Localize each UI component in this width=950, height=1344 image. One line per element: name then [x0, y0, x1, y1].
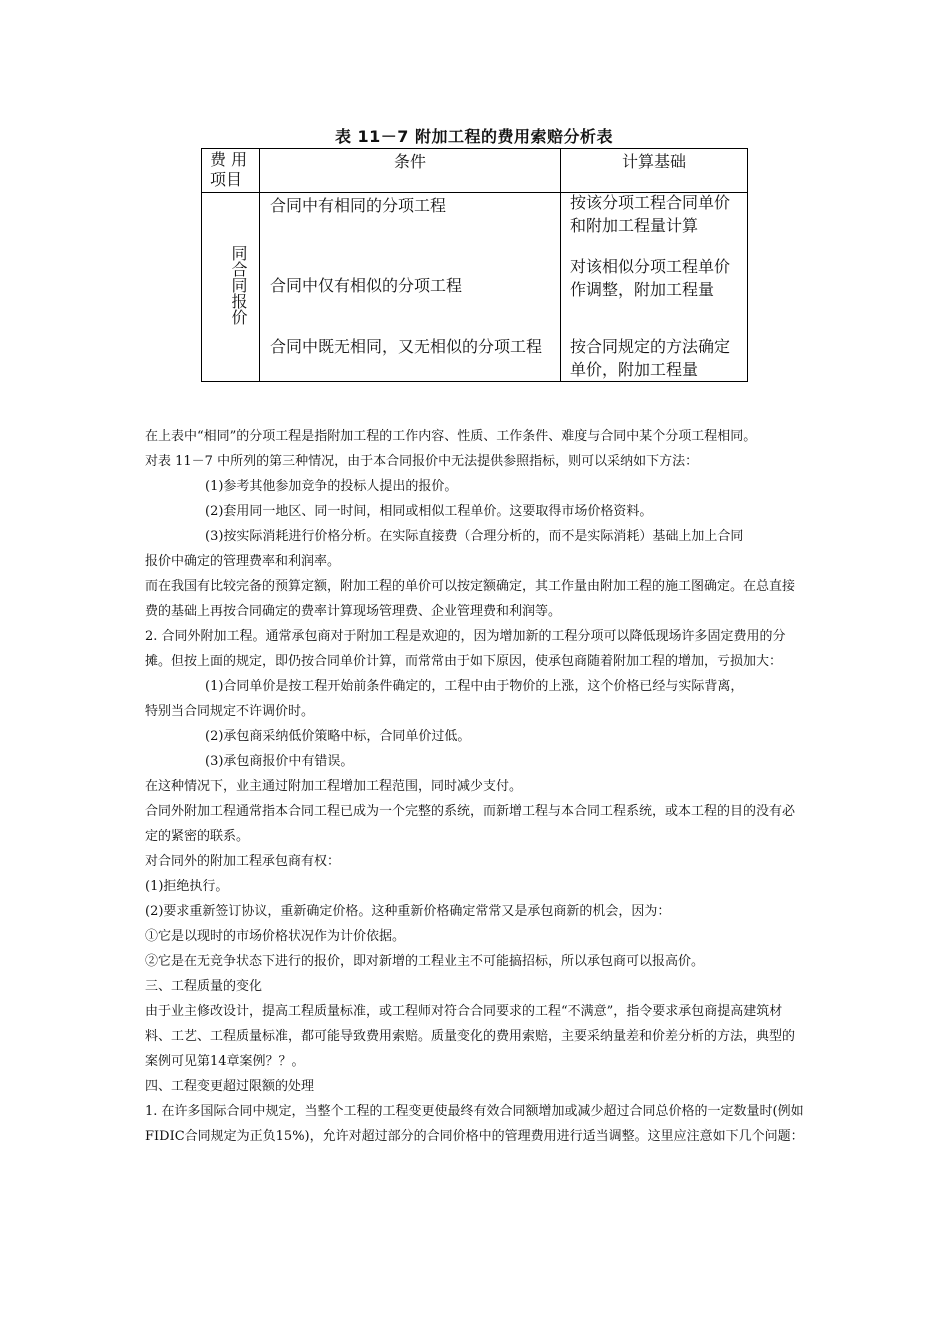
paragraph: ②它是在无竞争状态下进行的报价，即对新增的工程业主不可能搞招标，所以承包商可以报高价。 [145, 954, 705, 969]
paragraph: 在上表中“相同”的分项工程是指附加工程的工作内容、性质、工作条件、难度与合同中某个分项工程相同。 [145, 429, 757, 444]
claims-analysis-table [201, 148, 748, 382]
condition-row-1: 合同中有相同的分项工程 [270, 196, 447, 215]
basis-row-1-line2: 和附加工程量计算 [570, 216, 699, 235]
paragraph: 而在我国有比较完备的预算定额，附加工程的单价可以按定额确定，其工作量由附加工程的施工图确定。在总直接费的基础上再按合同确定的费率计算现场管理费、企业管理费和利润等。 [145, 579, 796, 619]
paragraph: (1)合同单价是按工程开始前条件确定的，工程中由于物价的上涨，这个价格已经与实际背离， [205, 679, 744, 694]
basis-row-3-line2: 单价，附加工程量 [570, 360, 699, 379]
header-cost-line2: 项目 [210, 170, 243, 189]
paragraph: 对表 11－7 中所列的第三种情况，由于本合同报价中无法提供参照指标，则可以采纳如下方法： [145, 454, 699, 469]
section-heading: 四、工程变更超过限额的处理 [145, 1079, 315, 1094]
paragraph: 合同外附加工程通常指本合同工程已成为一个完整的系统，而新增工程与本合同工程系统，或本工程的目的没有必定的紧密的联系。 [145, 804, 796, 844]
paragraph: (3)按实际消耗进行价格分析。在实际直接费（合理分析的，而不是实际消耗）基础上加上合同 [205, 529, 744, 544]
paragraph: (2)套用同一地区、同一时间，相同或相似工程单价。这要取得市场价格资料。 [205, 504, 653, 519]
paragraph: ①它是以现时的市场价格状况作为计价依据。 [145, 929, 406, 944]
table-caption: 表 11－7 附加工程的费用索赔分析表 [334, 127, 614, 146]
paragraph: (2)承包商采纳低价策略中标，合同单价过低。 [205, 729, 471, 744]
paragraph: (1)拒绝执行。 [145, 879, 229, 894]
paragraph: 2. 合同外附加工程。通常承包商对于附加工程是欢迎的，因为增加新的工程分项可以降低现场许多固定费用的分摊。但按上面的规定，即仍按合同单价计算，而常常由于如下原因，使承包商随着附加工程的增加，亏损加大： [145, 629, 786, 669]
section-heading: 三、工程质量的变化 [145, 979, 263, 994]
paragraph: 报价中确定的管理费率和利润率。 [145, 554, 341, 569]
paragraph: 在这种情况下，业主通过附加工程增加工程范围，同时减少支付。 [145, 779, 523, 794]
basis-row-2-line2: 作调整，附加工程量 [570, 280, 715, 299]
document-body [145, 424, 807, 1149]
basis-row-2 [570, 255, 730, 301]
paragraph: (3)承包商报价中有错误。 [205, 754, 354, 769]
header-cost-line1: 费 用 [210, 150, 248, 169]
paragraph: 特别当合同规定不许调价时。 [145, 704, 315, 719]
header-calc-basis: 计算基础 [561, 149, 748, 193]
condition-row-3: 合同中既无相同，又无相似的分项工程 [270, 337, 543, 356]
paragraph: 对合同外的附加工程承包商有权： [145, 854, 341, 869]
side-label: 同合同报价 [229, 245, 248, 325]
header-cost-item [202, 149, 260, 193]
paragraph: (1)参考其他参加竞争的投标人提出的报价。 [205, 479, 458, 494]
basis-row-1 [570, 191, 730, 237]
basis-row-1-line1: 按该分项工程合同单价 [570, 193, 731, 212]
side-label-cell [202, 193, 260, 382]
basis-cell [561, 193, 748, 382]
basis-row-2-line1: 对该相似分项工程单价 [570, 257, 731, 276]
basis-row-3 [570, 335, 730, 381]
condition-row-2: 合同中仅有相似的分项工程 [270, 276, 463, 295]
basis-row-3-line1: 按合同规定的方法确定 [570, 337, 731, 356]
paragraph: 1. 在许多国际合同中规定，当整个工程的工程变更使最终有效合同额增加或减少超过合同总价格的一定数量时(例如FIDIC合同规定为正负15%)，允许对超过部分的合同价格中的管理费用进行适当调整。这里应注意如下几个问题： [145, 1104, 804, 1144]
header-condition: 条件 [260, 149, 561, 193]
condition-cell [260, 193, 561, 382]
paragraph: 由于业主修改设计，提高工程质量标准，或工程师对符合合同要求的工程“不满意”，指令要求承包商提高建筑材料、工艺、工程质量标准，都可能导致费用索赔。质量变化的费用索赔，主要采纳量差和价差分析的方法，典型的案例可见第14章案例？？。 [145, 1004, 796, 1069]
paragraph: (2)要求重新签订协议，重新确定价格。这种重新价格确定常常又是承包商新的机会，因为： [145, 904, 671, 919]
